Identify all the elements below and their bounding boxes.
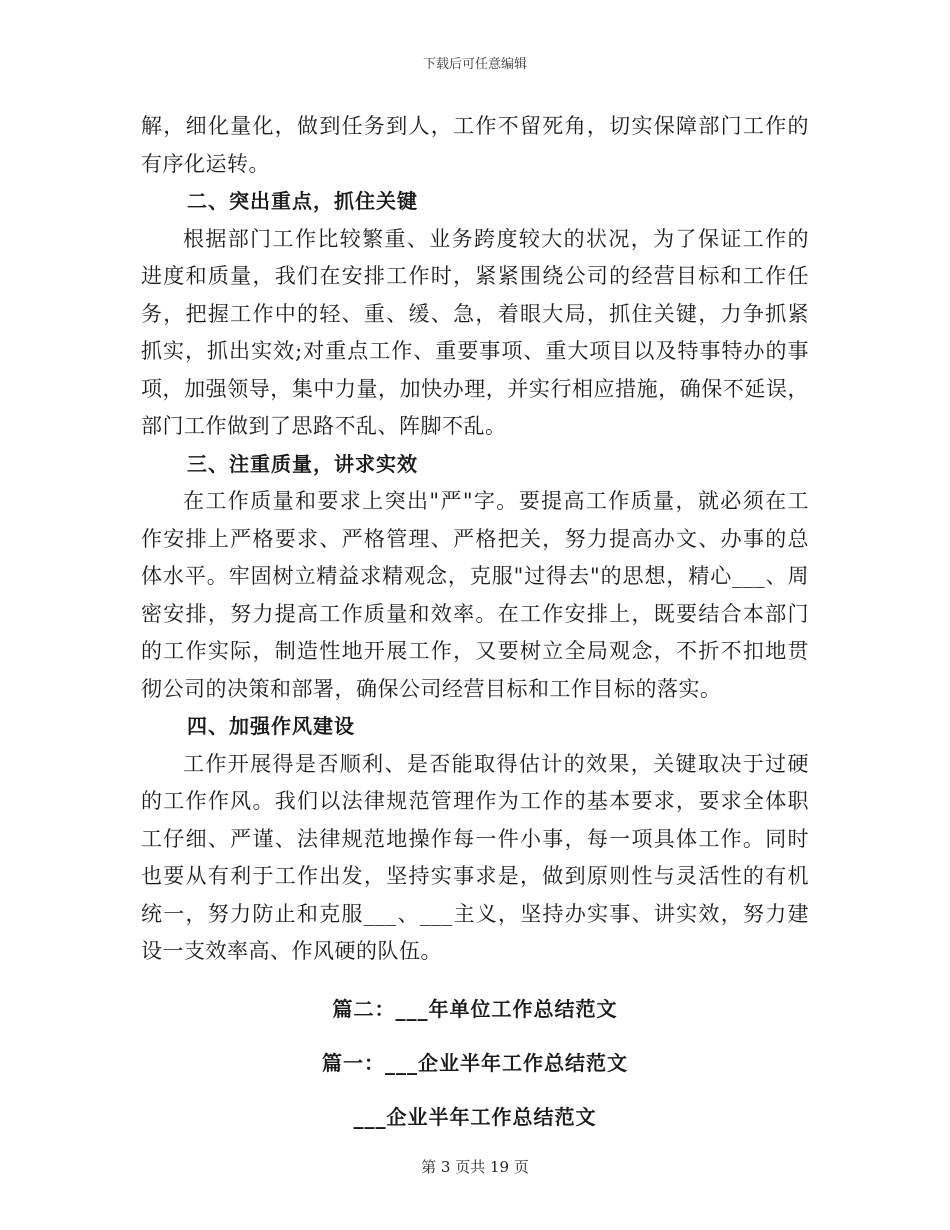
paragraph-line: 部门工作做到了思路不乱、阵脚不乱。 [141,414,507,438]
paragraph-line: 工作开展得是否顺利、是否能取得估计的效果，关键取决于过硬 [183,751,809,776]
paragraph-line: 统一，努力防止和克服___、___主义，坚持办实事、讲实效，努力建 [141,901,809,926]
paragraph-line: 设一支效率高、作风硬的队伍。 [141,939,442,963]
paragraph-line: 有序化运转。 [141,151,270,176]
section-heading: 二、突出重点，抓住关键 [187,189,418,213]
paragraph-line: 体水平。牢固树立精益求精观念，克服"过得去"的思想，精心___、周 [141,564,809,588]
paragraph-line: 项，加强领导，集中力量，加快办理，并实行相应措施，确保不延误， [141,376,809,401]
paragraph-line: 作安排上严格要求、严格管理、严格把关，努力提高办文、办事的总 [141,526,809,551]
paragraph-line: 的工作实际，制造性地开展工作，又要树立全局观念，不折不扣地贯 [141,639,809,663]
section-heading: 四、加强作风建设 [187,714,355,738]
paragraph-line: 的工作作风。我们以法律规范管理作为工作的基本要求，要求全体职 [141,789,809,813]
paragraph-line: 进度和质量，我们在安排工作时，紧紧围绕公司的经营目标和工作任 [141,264,809,288]
paragraph-line: 解，细化量化，做到任务到人，工作不留死角，切实保障部门工作的 [141,114,809,138]
paragraph-line: 也要从有利于工作出发，坚持实事求是，做到原则性与灵活性的有机 [141,864,809,888]
page-footer: 第 3 页共 19 页 [421,1158,529,1176]
paragraph-line: 抓实，抓出实效;对重点工作、重要事项、重大项目以及特事特办的事 [141,339,809,363]
document-body [141,108,809,1130]
paragraph-line: 在工作质量和要求上突出"严"字。要提高工作质量，就必须在工 [183,489,809,513]
page-header: 下载后可任意编辑 [422,57,527,72]
document-title: 篇一：___企业半年工作总结范文 [322,1050,628,1075]
paragraph-line: 务，把握工作中的轻、重、缓、急，着眼大局，抓住关键，力争抓紧 [141,301,809,326]
paragraph-line: 密安排，努力提高工作质量和效率。在工作安排上，既要结合本部门 [141,601,809,626]
document-title: 篇二：___年单位工作总结范文 [332,996,618,1021]
section-heading: 三、注重质量，讲求实效 [187,451,418,476]
paragraph-line: 彻公司的决策和部署，确保公司经营目标和工作目标的落实。 [141,676,722,701]
paragraph-line: 根据部门工作比较繁重、业务跨度较大的状况，为了保证工作的 [183,226,809,251]
paragraph-line: 工仔细、严谨、法律规范地操作每一件小事，每一项具体工作。同时 [141,826,809,851]
document-title: ___企业半年工作总结范文 [353,1104,597,1129]
